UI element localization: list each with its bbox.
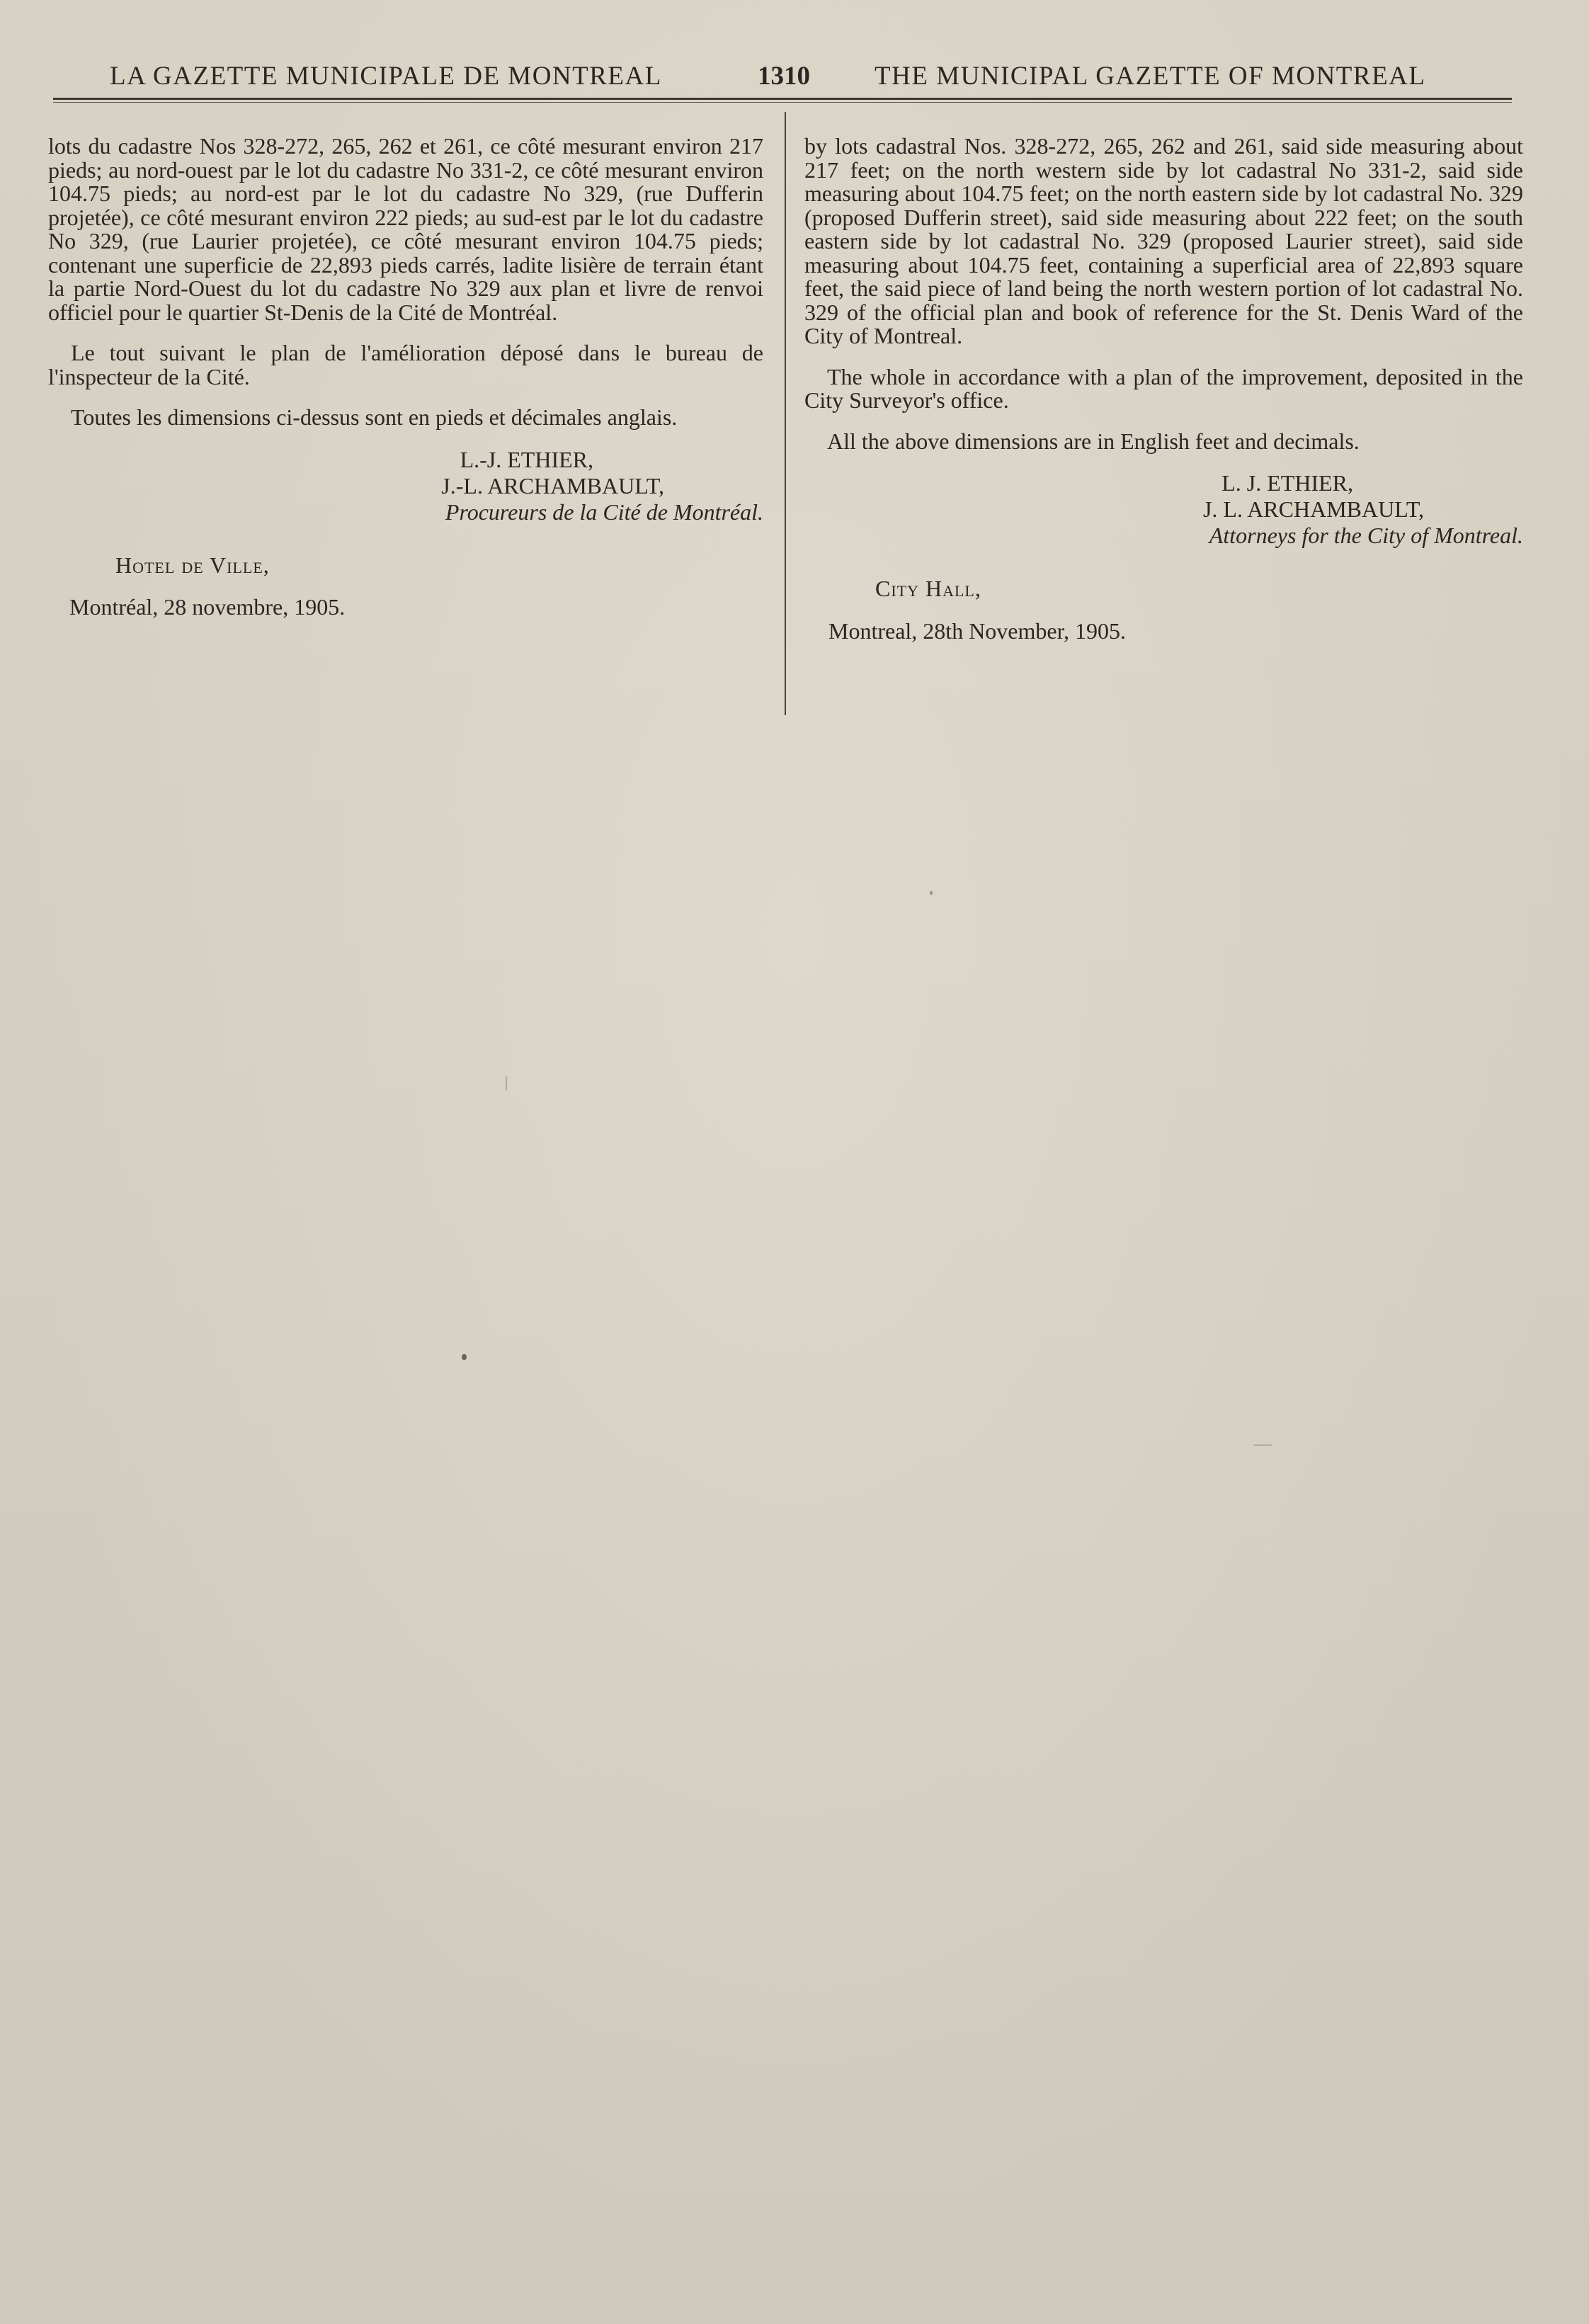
header-rule xyxy=(53,98,1512,100)
french-date: Montréal, 28 novembre, 1905. xyxy=(69,594,346,620)
english-column xyxy=(804,135,1523,643)
english-place: City Hall, xyxy=(875,576,981,601)
english-paragraph-plan: The whole in accordance with a plan of the improvement, deposited in the City Surveyor's office. xyxy=(804,363,1523,413)
paper-speck xyxy=(506,1076,507,1090)
french-signatory-archambault: J.-L. ARCHAMBAULT, xyxy=(441,472,664,499)
english-office-title: Attorneys for the City of Montreal. xyxy=(1209,523,1523,548)
english-signature-block xyxy=(804,470,1523,549)
header-rule-thin xyxy=(53,102,1512,103)
french-place: Hotel de Ville, xyxy=(115,552,270,578)
english-paragraph-lots: by lots cadastral Nos. 328-272, 265, 262 and 261, said side measuring about 217 feet; on the north western side by lot cadastral No 331-2, said side measuring about 104.75 feet; on the north eastern side by lot cadastral No. 329 (proposed Dufferin street), said side measuring about 222 feet; on the south eastern side by lot cadastral No. 329 (proposed Laurier street), said side measuring about 104.75 feet, containing a superficial area of 22,893 square feet, the said piece of land being the north western portion of lot cadastral No. 329 of the official plan and book of reference for the St. Denis Ward of the City of Montreal. xyxy=(804,133,1523,348)
french-gazette-title: LA GAZETTE MUNICIPALE DE MONTREAL xyxy=(110,62,662,91)
french-paragraph-plan: Le tout suivant le plan de l'amélioration déposé dans le bureau de l'inspecteur de la Cité. xyxy=(48,340,763,389)
english-signatory-archambault: J. L. ARCHAMBAULT, xyxy=(1202,496,1424,522)
paper-speck xyxy=(1253,1445,1272,1446)
page-header xyxy=(53,57,1512,99)
english-date: Montreal, 28th November, 1905. xyxy=(828,617,1126,644)
column-divider xyxy=(785,112,786,715)
french-column xyxy=(48,135,763,620)
english-gazette-title: THE MUNICIPAL GAZETTE OF MONTREAL xyxy=(875,62,1426,91)
french-office-title: Procureurs de la Cité de Montréal. xyxy=(445,499,763,525)
english-signatory-ethier: L. J. ETHIER, xyxy=(1221,470,1353,496)
french-paragraph-lots: lots du cadastre Nos 328-272, 265, 262 et 261, ce côté mesurant environ 217 pieds; au nord-ouest par le lot du cadastre No 331-2, ce côté mesurant environ 104.75 pieds; au nord-est par le lot du cadastre No 329, (rue Dufferin projetée), ce côté mesurant environ 222 pieds; au sud-est par le lot du cadastre No 329, (rue Laurier projetée), ce côté mesurant environ 104.75 pieds; contenant une superficie de 22,893 pieds carrés, ladite lisière de terrain étant la partie Nord-Ouest du lot du cadastre No 329 aux plan et livre de renvoi officiel pour le quartier St-Denis de la Cité de Montréal. xyxy=(48,133,763,325)
french-paragraph-dimensions: Toutes les dimensions ci-dessus sont en pieds et décimales anglais. xyxy=(71,404,678,430)
french-signatory-ethier: L.-J. ETHIER, xyxy=(460,446,593,472)
english-paragraph-dimensions: All the above dimensions are in English feet and decimals. xyxy=(827,428,1360,454)
page-number: 1310 xyxy=(758,62,810,91)
paper-speck xyxy=(930,891,933,895)
french-signature-block xyxy=(48,447,763,525)
paper-speck xyxy=(462,1354,467,1360)
